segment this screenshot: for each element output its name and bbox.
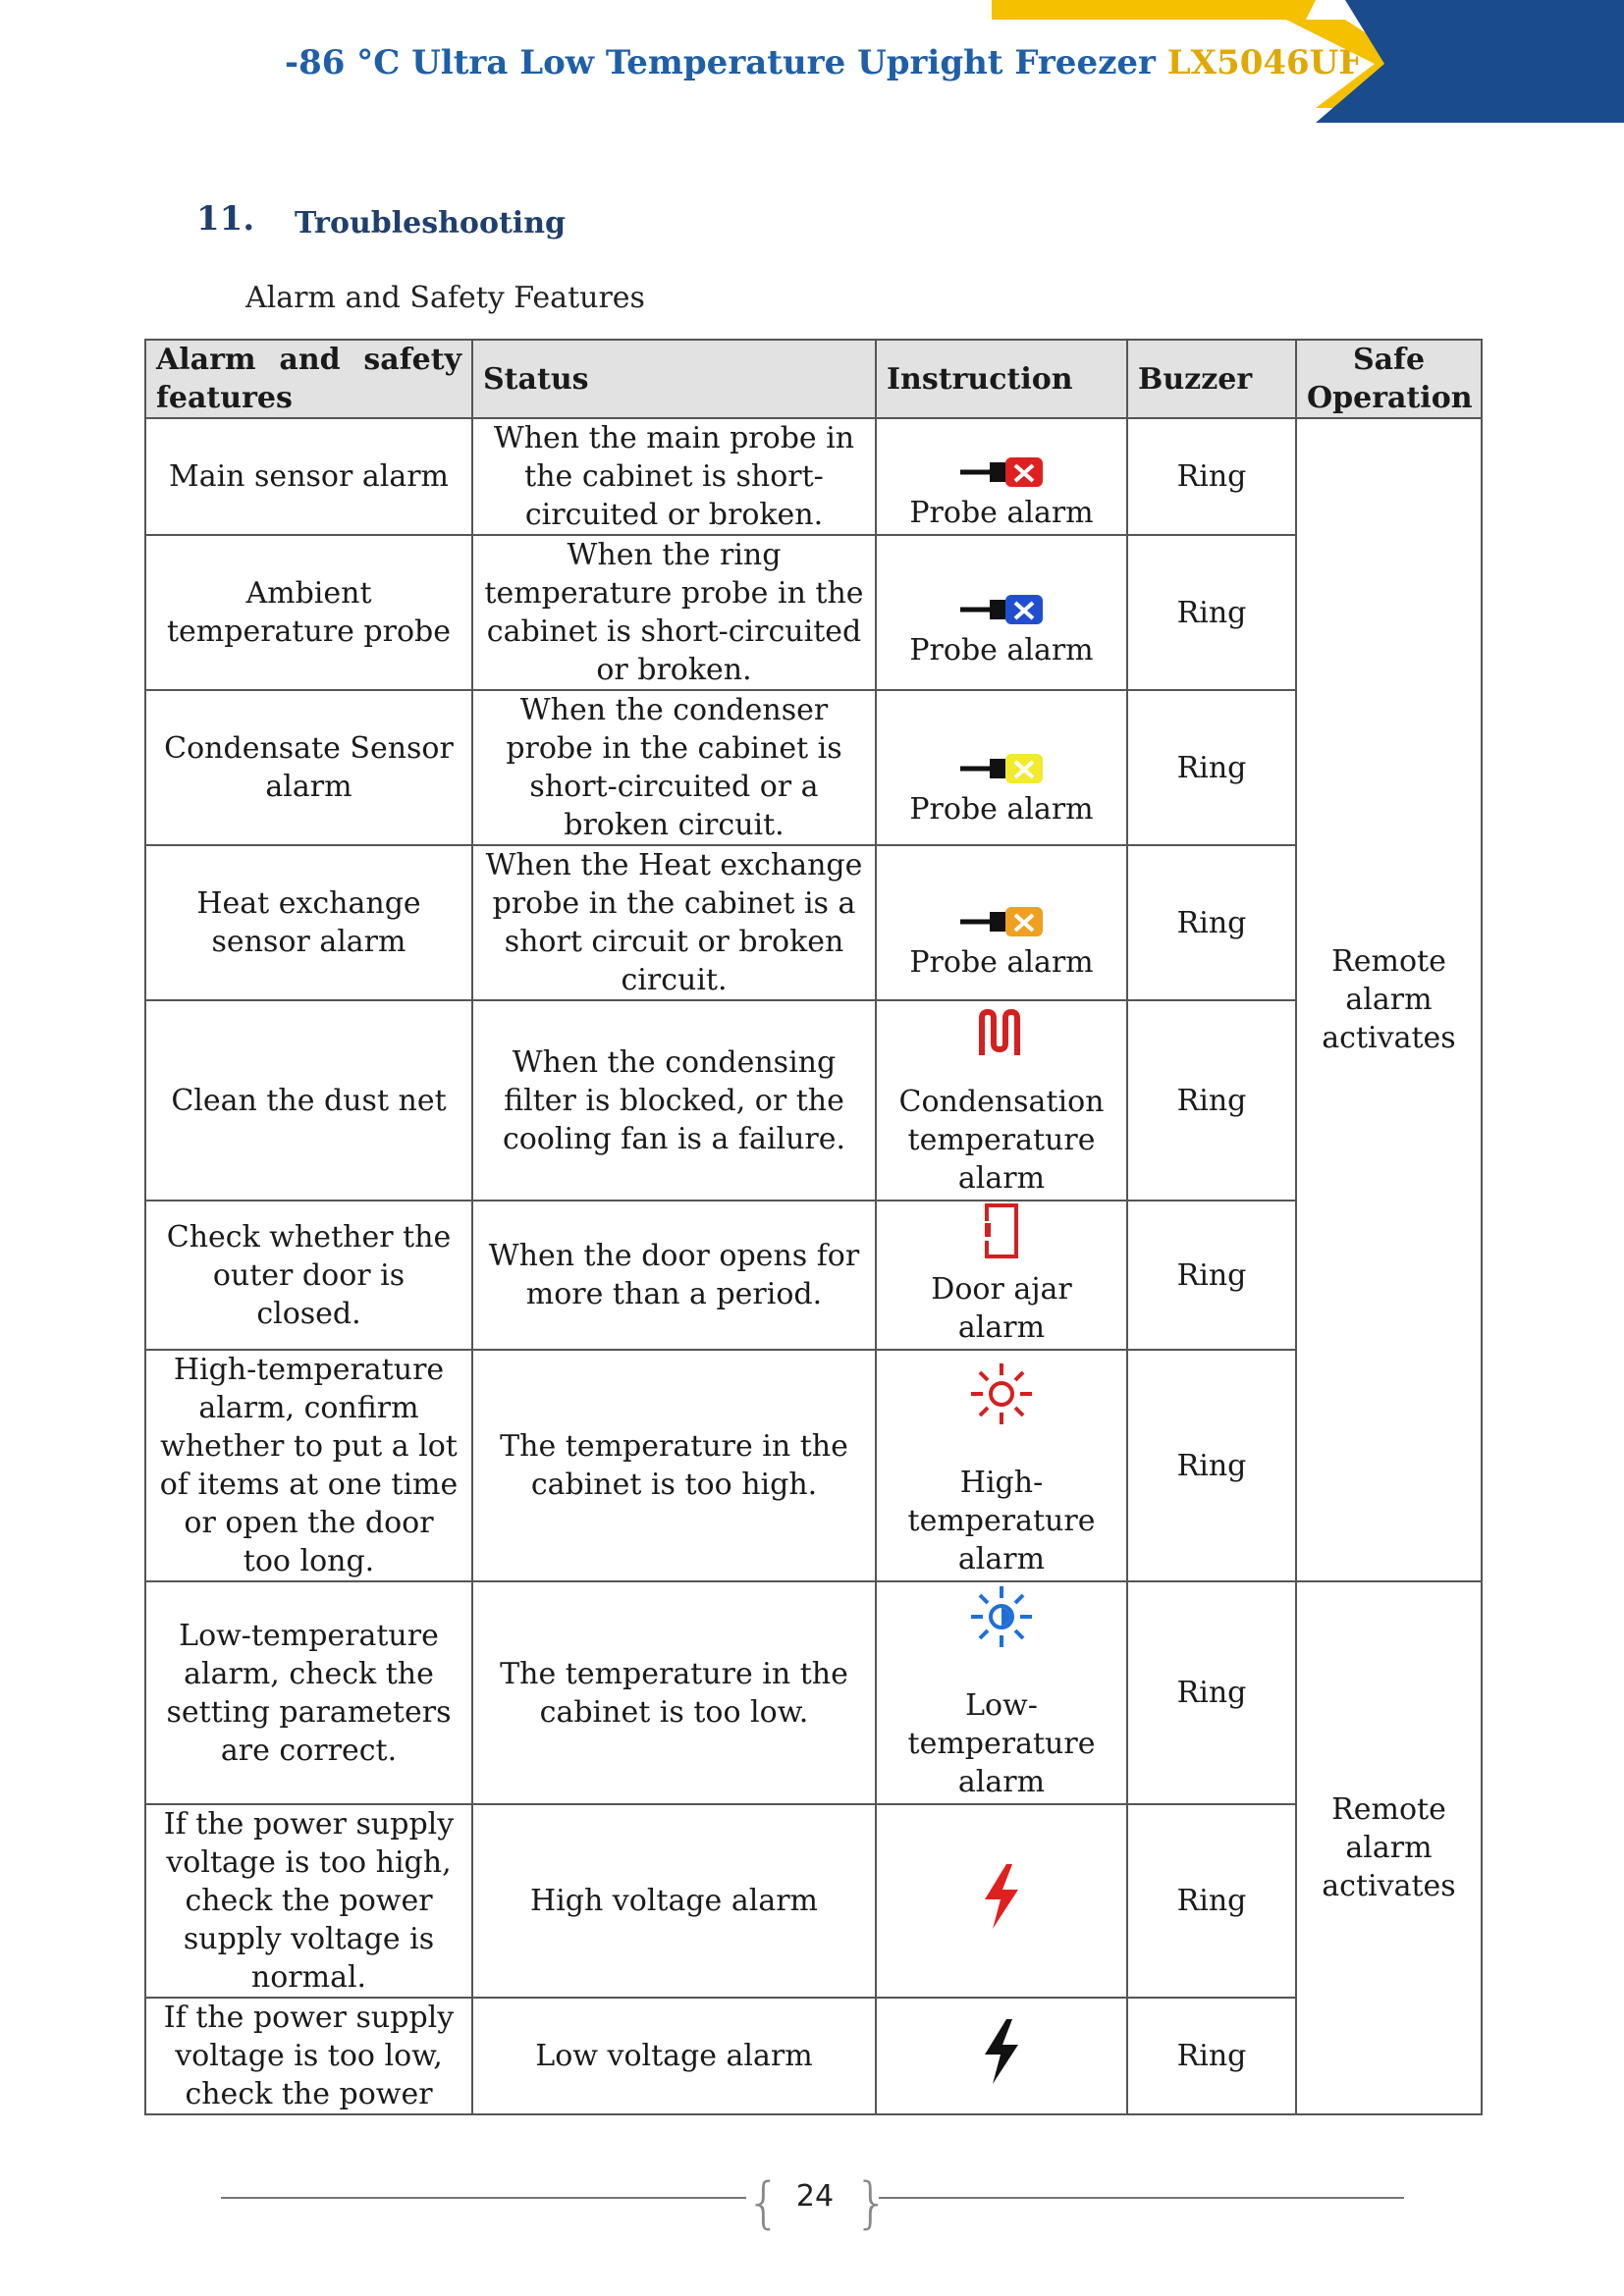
alarm-features-table (144, 339, 1483, 2115)
table-row (145, 845, 1482, 1000)
buzzer-cell: Ring (1127, 1804, 1296, 1998)
header-decoration (992, 0, 1624, 128)
feature-cell: Heat exchange sensor alarm (145, 845, 472, 1000)
table-row (145, 690, 1482, 845)
status-cell: When the condensing filter is blocked, or the cooling fan is a failure. (472, 1000, 876, 1201)
status-cell: The temperature in the cabinet is too high. (472, 1350, 876, 1581)
status-cell: When the ring temperature probe in the cabinet is short-circuited or broken. (472, 535, 876, 690)
feature-cell: Check whether the outer door is closed. (145, 1201, 472, 1350)
probe-blue-icon (952, 588, 1051, 631)
instruction-cell (876, 535, 1127, 690)
instruction-label: Low-temperature alarm (907, 1688, 1096, 1799)
feature-cell: Condensate Sensor alarm (145, 690, 472, 845)
status-cell: When the Heat exchange probe in the cabinet is a short circuit or broken circuit. (472, 845, 876, 1000)
instruction-cell (876, 418, 1127, 535)
sun-red-icon (967, 1360, 1036, 1428)
safe-operation-cell: Remote alarm activates (1296, 1581, 1482, 2114)
lightning-black-icon (977, 2017, 1026, 2086)
instruction-label: Probe alarm (909, 496, 1094, 530)
lightning-red-icon (977, 1862, 1026, 1931)
instruction-cell (876, 1000, 1127, 1201)
buzzer-cell: Ring (1127, 535, 1296, 690)
section-subtitle: Alarm and Safety Features (245, 281, 645, 315)
footer-rule-right (879, 2197, 1404, 2199)
buzzer-cell: Ring (1127, 690, 1296, 845)
header-buzzer: Buzzer (1127, 340, 1296, 418)
status-cell: When the door opens for more than a period. (472, 1201, 876, 1350)
instruction-label: Probe alarm (909, 945, 1094, 980)
status-cell: When the condenser probe in the cabinet is short-circuited or a broken circuit. (472, 690, 876, 845)
feature-cell: Main sensor alarm (145, 418, 472, 535)
header-features: Alarm and safety features (145, 340, 472, 418)
table-row (145, 535, 1482, 690)
instruction-cell (876, 1350, 1127, 1581)
table-row (145, 418, 1482, 535)
header-safe-operation: Safe Operation (1296, 340, 1482, 418)
instruction-cell (876, 845, 1127, 1000)
status-cell: The temperature in the cabinet is too low. (472, 1581, 876, 1804)
feature-cell: If the power supply voltage is too high, check the power supply voltage is normal. (145, 1804, 472, 1998)
header-instruction: Instruction (876, 340, 1127, 418)
table-row (145, 1998, 1482, 2114)
table-row (145, 1000, 1482, 1201)
buzzer-cell: Ring (1127, 1000, 1296, 1201)
footer-bracket-left: { (746, 2171, 782, 2235)
footer-bracket-right: } (854, 2171, 890, 2235)
instruction-label: High-temperature alarm (907, 1466, 1096, 1576)
section-number: 11. (196, 199, 255, 239)
feature-cell: If the power supply voltage is too low, check the power (145, 1998, 472, 2114)
status-cell: High voltage alarm (472, 1804, 876, 1998)
header-status: Status (472, 340, 876, 418)
buzzer-cell: Ring (1127, 1350, 1296, 1581)
footer-rule-left (221, 2197, 746, 2199)
feature-cell: Clean the dust net (145, 1000, 472, 1201)
instruction-label: Door ajar alarm (931, 1272, 1072, 1345)
probe-orange-icon (952, 900, 1051, 943)
instruction-cell (876, 1804, 1127, 1998)
probe-yellow-icon (952, 747, 1051, 790)
table-row (145, 1201, 1482, 1350)
door-ajar-icon (977, 1201, 1026, 1260)
header-model: LX5046UF (1166, 43, 1363, 82)
table-row (145, 1804, 1482, 1998)
feature-cell: Low-temperature alarm, check the setting parameters are correct. (145, 1581, 472, 1804)
header-title-main: -86 °C Ultra Low Temperature Upright Freezer (285, 43, 1167, 82)
status-cell: Low voltage alarm (472, 1998, 876, 2114)
section-title: Troubleshooting (295, 206, 566, 240)
feature-cell: High-temperature alarm, confirm whether to put a lot of items at one time or open the door too long. (145, 1350, 472, 1581)
table-row (145, 1581, 1482, 1804)
instruction-cell (876, 690, 1127, 845)
buzzer-cell: Ring (1127, 1581, 1296, 1804)
buzzer-cell: Ring (1127, 418, 1296, 535)
instruction-label: Probe alarm (909, 792, 1094, 827)
instruction-cell (876, 1998, 1127, 2114)
table-row (145, 1350, 1482, 1581)
instruction-label: Condensation temperature alarm (898, 1085, 1105, 1196)
instruction-cell (876, 1201, 1127, 1350)
table-header-row (145, 340, 1482, 418)
page-number: 24 (795, 2179, 835, 2214)
status-cell: When the main probe in the cabinet is short-circuited or broken. (472, 418, 876, 535)
snow-blue-icon (967, 1582, 1036, 1651)
buzzer-cell: Ring (1127, 845, 1296, 1000)
buzzer-cell: Ring (1127, 1998, 1296, 2114)
feature-cell: Ambient temperature probe (145, 535, 472, 690)
instruction-label: Probe alarm (909, 633, 1094, 667)
condenser-coil-icon (972, 1004, 1031, 1063)
instruction-cell (876, 1581, 1127, 1804)
safe-operation-cell: Remote alarm activates (1296, 418, 1482, 1581)
probe-red-icon (952, 451, 1051, 494)
buzzer-cell: Ring (1127, 1201, 1296, 1350)
